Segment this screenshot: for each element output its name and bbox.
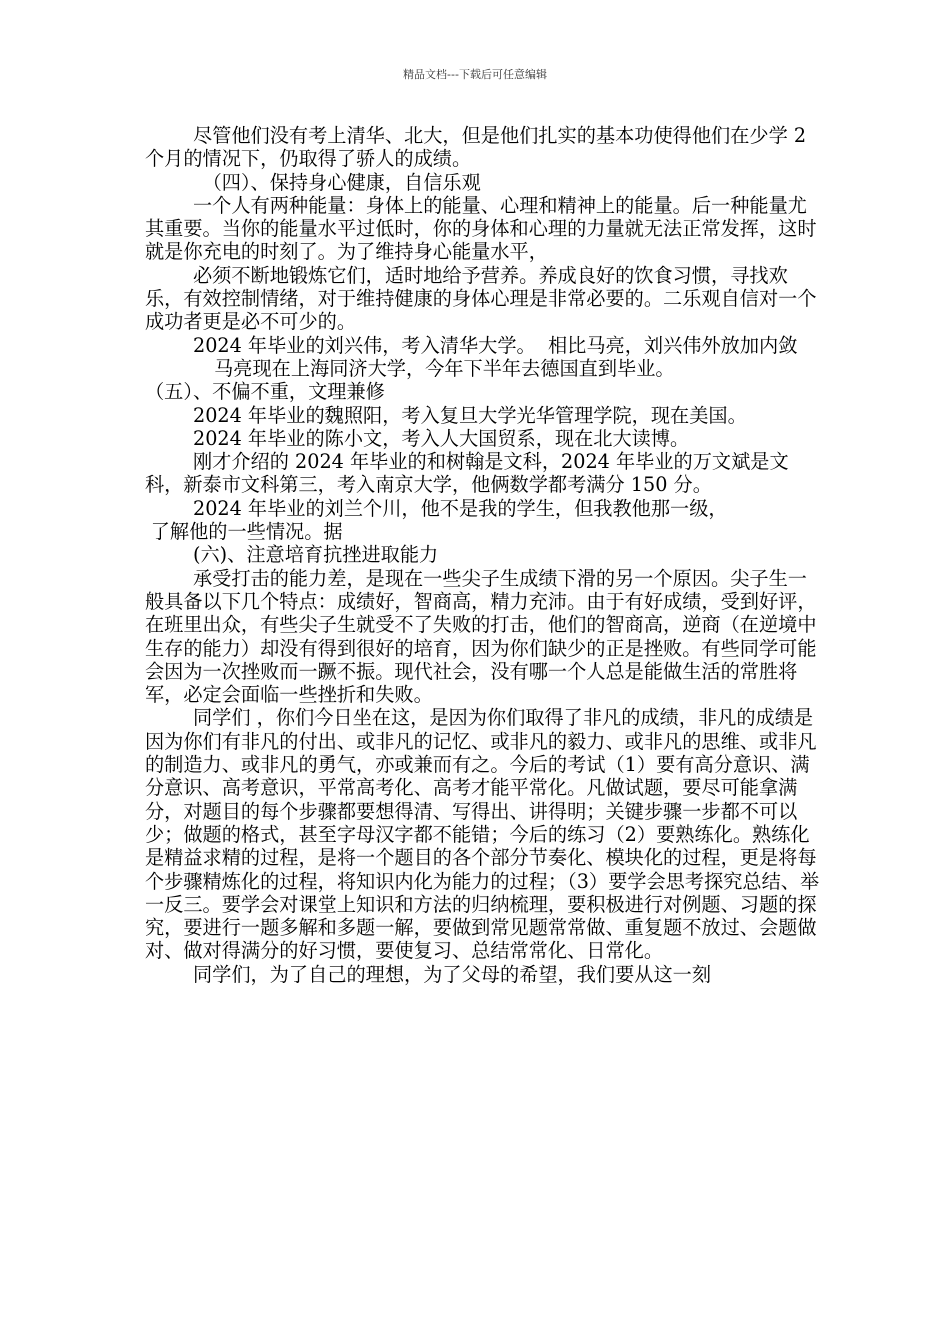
document-body — [145, 124, 825, 986]
paragraph: 了解他的一些情况。据 — [150, 520, 343, 544]
paragraph: 一个人有两种能量：身体上的能量、心理和精神上的能量。后一种能量尤其重要。当你的能量水平过低时，你的身体和心理的力量就无法正常发挥，这时就是你充电的时刻了。为了维持身心能量水平， — [145, 193, 817, 264]
section-heading: （四）、保持身心健康，自信乐观 — [202, 170, 481, 194]
paragraph: 2024 年毕业的刘兴伟，考入清华大学。 相比马亮，刘兴伟外放加内敛 — [193, 333, 798, 357]
paragraph: 2024 年毕业的刘兰个川，他不是我的学生，但我教他那一级， — [193, 496, 728, 520]
paragraph: 刚才介绍的 2024 年毕业的和树翰是文科，2024 年毕业的万文斌是文科，新泰市文科第三，考入南京大学，他俩数学都考满分 150 分。 — [145, 450, 789, 497]
paragraph: 尽管他们没有考上清华、北大，但是他们扎实的基本功使得他们在少学 2 个月的情况下，仍取得了骄人的成绩。 — [145, 124, 813, 171]
paragraph: 2024 年毕业的陈小文，考入人大国贸系，现在北大读博。 — [193, 426, 690, 450]
section-heading: (六)、注意培育抗挫进取能力 — [193, 543, 439, 567]
paragraph: 马亮现在上海同济大学，今年下半年去德国直到毕业。 — [214, 356, 675, 380]
section-heading: （五）、不偏不重，文理兼修 — [145, 380, 385, 404]
paragraph: 同学们，为了自己的理想，为了父母的希望，我们要从这一刻 — [193, 962, 712, 986]
page-header: 精品文档---下载后可任意编辑 — [403, 68, 547, 81]
paragraph: 承受打击的能力差，是现在一些尖子生成绩下滑的另一个原因。尖子生一般具备以下几个特点：成绩好，智商高，精力充沛。由于有好成绩，受到好评，在班里出众，有些尖子生就受不了失败的打击，他们的智商高，逆商（在逆境中生存的能力）却没有得到很好的培育，因为你们缺少的正是挫败。有些同学可能会因为一次挫败而一蹶不振。现代社会，没有哪一个人总是能做生活的常胜将军，必定会面临一些挫折和失败。 — [145, 566, 817, 707]
paragraph: 2024 年毕业的魏照阳，考入复旦大学光华管理学院，现在美国。 — [193, 403, 747, 427]
paragraph: 同学们 ，你们今日坐在这，是因为你们取得了非凡的成绩，非凡的成绩是因为你们有非凡的付出、或非凡的记忆、或非凡的毅力、或非凡的思维、或非凡的制造力、或非凡的勇气，亦或兼而有之。今后的考试（1）要有高分意识、满分意识、高考意识，平常高考化、高考才能平常化。凡做试题，要尽可能拿满分，对题目的每个步骤都要想得清、写得出、讲得明；关键步骤一步都不可以少；做题的格式，甚至字母汉字都不能错；今后的练习（2）要熟练化。熟练化是精益求精的过程，是将一个题目的各个部分节奏化、模块化的过程，更是将每个步骤精炼化的过程，将知识内化为能力的过程；（3）要学会思考探究总结、举一反三。要学会对课堂上知识和方法的归纳梳理，要积极进行对例题、习题的探究，要进行一题多解和多题一解，要做到常见题常常做、重复题不放过、会题做对、做对得满分的好习惯，要使复习、总结常常化、日常化。 — [145, 706, 820, 963]
paragraph: 必须不断地锻炼它们，适时地给予营养。养成良好的饮食习惯，寻找欢乐，有效控制情绪，对于维持健康的身体心理是非常必要的。二乐观自信对一个成功者更是必不可少的。 — [145, 263, 817, 334]
